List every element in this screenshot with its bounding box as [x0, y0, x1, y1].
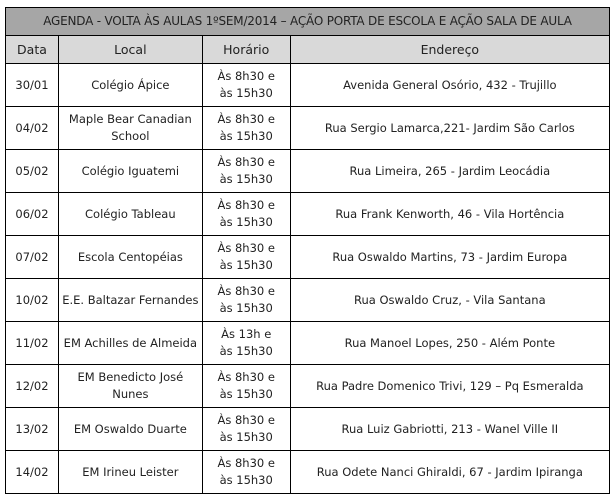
cell-date: 07/02 — [6, 236, 59, 279]
table-row — [6, 107, 610, 150]
table-row — [6, 322, 610, 365]
cell-location: Maple Bear Canadian School — [58, 107, 202, 150]
cell-time: Às 8h30 e às 15h30 — [202, 236, 290, 279]
cell-date: 12/02 — [6, 365, 59, 408]
cell-date: 05/02 — [6, 150, 59, 193]
cell-location: EM Irineu Leister — [58, 451, 202, 494]
cell-location: Colégio Iguatemi — [58, 150, 202, 193]
table-row — [6, 64, 610, 107]
cell-address: Rua Luiz Gabriotti, 213 - Wanel Ville II — [290, 408, 609, 451]
cell-date: 06/02 — [6, 193, 59, 236]
agenda-table — [5, 7, 610, 494]
cell-address: Rua Manoel Lopes, 250 - Além Ponte — [290, 322, 609, 365]
cell-location: EM Achilles de Almeida — [58, 322, 202, 365]
cell-address: Rua Frank Kenworth, 46 - Vila Hortência — [290, 193, 609, 236]
table-row — [6, 150, 610, 193]
table-row — [6, 365, 610, 408]
cell-time: Às 8h30 e às 15h30 — [202, 365, 290, 408]
cell-address: Rua Oswaldo Martins, 73 - Jardim Europa — [290, 236, 609, 279]
table-row — [6, 236, 610, 279]
cell-time: Às 8h30 e às 15h30 — [202, 193, 290, 236]
table-row — [6, 451, 610, 494]
cell-time: Às 13h e às 15h30 — [202, 322, 290, 365]
table-row — [6, 408, 610, 451]
cell-location: EM Benedicto José Nunes — [58, 365, 202, 408]
cell-address: Rua Odete Nanci Ghiraldi, 67 - Jardim Ipiranga — [290, 451, 609, 494]
cell-time: Às 8h30 e às 15h30 — [202, 408, 290, 451]
table-title: AGENDA - VOLTA ÀS AULAS 1ºSEM/2014 – AÇÃO PORTA DE ESCOLA E AÇÃO SALA DE AULA — [6, 8, 610, 36]
cell-address: Avenida General Osório, 432 - Trujillo — [290, 64, 609, 107]
cell-location: EM Oswaldo Duarte — [58, 408, 202, 451]
cell-date: 13/02 — [6, 408, 59, 451]
cell-date: 10/02 — [6, 279, 59, 322]
cell-location: Escola Centopéias — [58, 236, 202, 279]
header-endereco: Endereço — [290, 36, 609, 64]
cell-time: Às 8h30 e às 15h30 — [202, 451, 290, 494]
cell-location: Colégio Ápice — [58, 64, 202, 107]
cell-date: 14/02 — [6, 451, 59, 494]
cell-address: Rua Padre Domenico Trivi, 129 – Pq Esmeralda — [290, 365, 609, 408]
table-row — [6, 279, 610, 322]
cell-time: Às 8h30 e às 15h30 — [202, 279, 290, 322]
table-row — [6, 193, 610, 236]
cell-date: 04/02 — [6, 107, 59, 150]
cell-address: Rua Oswaldo Cruz, - Vila Santana — [290, 279, 609, 322]
cell-date: 30/01 — [6, 64, 59, 107]
cell-date: 11/02 — [6, 322, 59, 365]
header-horario: Horário — [202, 36, 290, 64]
cell-location: Colégio Tableau — [58, 193, 202, 236]
cell-time: Às 8h30 e às 15h30 — [202, 64, 290, 107]
cell-time: Às 8h30 e às 15h30 — [202, 150, 290, 193]
cell-location: E.E. Baltazar Fernandes — [58, 279, 202, 322]
cell-address: Rua Sergio Lamarca,221- Jardim São Carlos — [290, 107, 609, 150]
header-local: Local — [58, 36, 202, 64]
header-data: Data — [6, 36, 59, 64]
cell-time: Às 8h30 e às 15h30 — [202, 107, 290, 150]
cell-address: Rua Limeira, 265 - Jardim Leocádia — [290, 150, 609, 193]
